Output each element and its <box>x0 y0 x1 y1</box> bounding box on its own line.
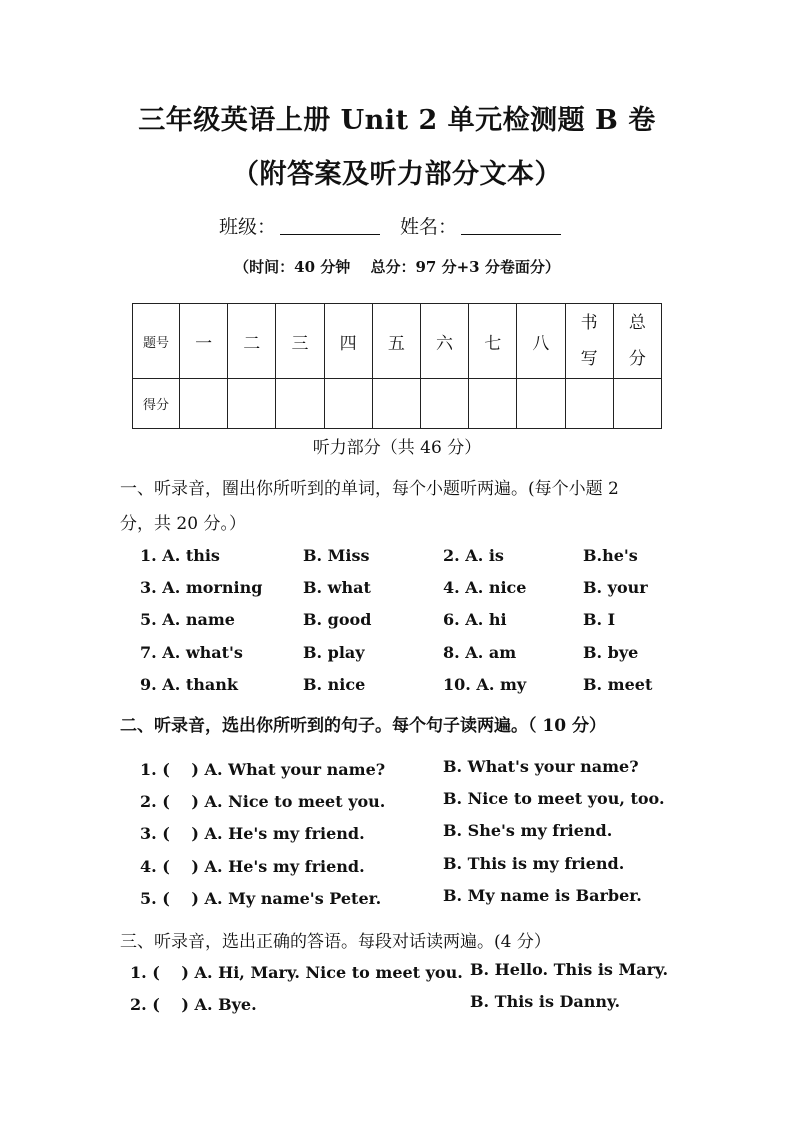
name-field[interactable] <box>461 216 561 235</box>
s1-item-9a: 9. A. thank <box>140 675 238 694</box>
s2-item-1b: B. What's your name? <box>443 757 639 776</box>
score-table-score-row <box>133 379 662 429</box>
score-cell[interactable] <box>420 379 468 429</box>
section2-title: 二、听录音，选出你所听到的句子。每个句子读两遍。（ 10 分） <box>120 716 606 736</box>
col-handwriting-char-1: 书 <box>580 313 598 333</box>
col-2: 二 <box>228 304 276 379</box>
col-handwriting <box>565 304 613 379</box>
s1-item-5a: 5. A. name <box>140 610 235 629</box>
score-table <box>132 303 662 429</box>
listening-heading: 听力部分（共 46 分） <box>312 438 482 458</box>
s1-item-2b: B.he's <box>583 546 638 565</box>
s3-item-1a: 1. ( ) A. Hi, Mary. Nice to meet you. <box>130 963 463 982</box>
col-6: 六 <box>420 304 468 379</box>
score-cell[interactable] <box>324 379 372 429</box>
section3-title: 三、听录音，选出正确的答语。每段对话读两遍。(4 分） <box>120 932 551 952</box>
s2-item-5b: B. My name is Barber. <box>443 886 642 905</box>
score-cell[interactable] <box>613 379 661 429</box>
col-7: 七 <box>469 304 517 379</box>
time-info: （时间：40 分钟 总分：97 分+3 分卷面分） <box>234 258 560 276</box>
col-3: 三 <box>276 304 324 379</box>
score-cell[interactable] <box>180 379 228 429</box>
score-cell[interactable] <box>372 379 420 429</box>
s2-item-1a: 1. ( ) A. What your name? <box>140 760 386 779</box>
s1-item-2a: 2. A. is <box>443 546 504 565</box>
s1-item-5b: B. good <box>303 610 372 629</box>
score-cell[interactable] <box>565 379 613 429</box>
col-total-char-1: 总 <box>628 313 646 333</box>
col-1: 一 <box>180 304 228 379</box>
class-field[interactable] <box>280 216 380 235</box>
s1-item-3b: B. what <box>303 578 371 597</box>
name-label: 姓名： <box>400 216 458 238</box>
col-total-char-2: 分 <box>628 349 646 369</box>
s3-item-1b: B. Hello. This is Mary. <box>470 960 669 979</box>
s1-item-4b: B. your <box>583 578 648 597</box>
page-title: 三年级英语上册 Unit 2 单元检测题 B 卷 <box>138 105 656 136</box>
score-table-header-row <box>133 304 662 379</box>
s2-item-4b: B. This is my friend. <box>443 854 625 873</box>
s1-item-8b: B. bye <box>583 643 639 662</box>
s1-item-7b: B. play <box>303 643 365 662</box>
s1-item-9b: B. nice <box>303 675 366 694</box>
s2-item-5a: 5. ( ) A. My name's Peter. <box>140 889 382 908</box>
student-info-line <box>0 212 794 239</box>
s1-item-10a: 10. A. my <box>443 675 527 694</box>
page-subtitle: （附答案及听力部分文本） <box>232 159 562 190</box>
s1-item-4a: 4. A. nice <box>443 578 527 597</box>
s1-item-8a: 8. A. am <box>443 643 517 662</box>
class-label: 班级： <box>218 216 276 238</box>
s2-item-3b: B. She's my friend. <box>443 821 613 840</box>
score-cell[interactable] <box>517 379 565 429</box>
col-total <box>613 304 661 379</box>
s1-item-6a: 6. A. hi <box>443 610 507 629</box>
s1-item-6b: B. I <box>583 610 616 629</box>
col-4: 四 <box>324 304 372 379</box>
s2-item-2b: B. Nice to meet you, too. <box>443 789 665 808</box>
section1-title-line2: 分，共 20 分。） <box>120 514 246 534</box>
s1-item-1a: 1. A. this <box>140 546 220 565</box>
col-5: 五 <box>372 304 420 379</box>
score-label: 得分 <box>133 379 180 429</box>
score-cell[interactable] <box>469 379 517 429</box>
col-8: 八 <box>517 304 565 379</box>
s1-item-1b: B. Miss <box>303 546 370 565</box>
col-handwriting-char-2: 写 <box>580 349 598 369</box>
score-cell[interactable] <box>276 379 324 429</box>
s1-item-3a: 3. A. morning <box>140 578 263 597</box>
s1-item-7a: 7. A. what's <box>140 643 243 662</box>
question-number-label: 题号 <box>133 304 180 379</box>
score-cell[interactable] <box>228 379 276 429</box>
section1-title-line1: 一、听录音，圈出你所听到的单词，每个小题听两遍。(每个小题 2 <box>120 479 619 499</box>
s3-item-2a: 2. ( ) A. Bye. <box>130 995 257 1014</box>
s2-item-4a: 4. ( ) A. He's my friend. <box>140 857 365 876</box>
s2-item-2a: 2. ( ) A. Nice to meet you. <box>140 792 386 811</box>
s3-item-2b: B. This is Danny. <box>470 992 621 1011</box>
s2-item-3a: 3. ( ) A. He's my friend. <box>140 824 365 843</box>
s1-item-10b: B. meet <box>583 675 653 694</box>
